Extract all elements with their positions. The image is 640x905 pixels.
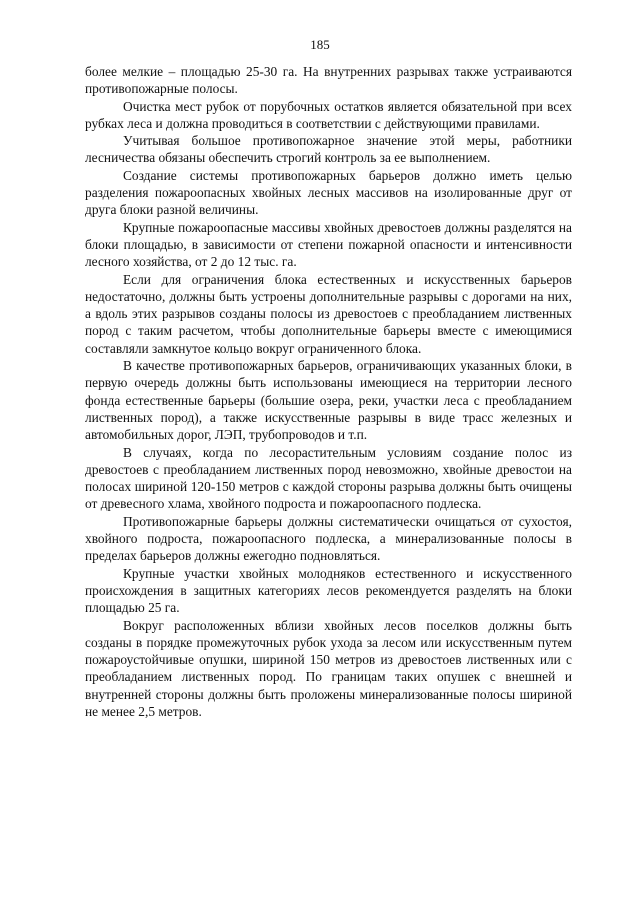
paragraph-1: более мелкие – площадью 25-30 га. На внутренних разрывах также устраиваются противопожарные полосы.: [85, 64, 572, 97]
paragraph-8: В случаях, когда по лесорастительным условиям создание полос из древостоев с преобладанием лиственных пород невозможно, хвойные древостои на полосах шириной 120-150 метров с каждой стороны разрыва должны быть очищены от древесного хлама, хвойного подроста и пожароопасного подлеска.: [85, 444, 572, 512]
paragraph-4: Создание системы противопожарных барьеров должно иметь целью разделения пожароопасных хвойных лесных массивов на изолированные друг от друга блоки разной величины.: [85, 167, 572, 218]
paragraph-11: Вокруг расположенных вблизи хвойных лесов поселков должны быть созданы в порядке промежуточных рубок ухода за лесом или искусственным путем пожароустойчивые опушки, шириной 150 метров из древостоев лиственных или с преобладанием лиственных пород. По границам таких опушек с внешней и внутренней стороны должны быть проложены минерализованные полосы шириной не менее 2,5 метров.: [85, 617, 572, 719]
paragraph-2: Очистка мест рубок от порубочных остатков является обязательной при всех рубках леса и должна проводиться в соответствии с действующими правилами.: [85, 98, 572, 131]
paragraph-7: В качестве противопожарных барьеров, ограничивающих указанных блоки, в первую очередь должны быть использованы имеющиеся на территории лесного фонда естественные барьеры (большие озера, реки, участки леса с преобладанием лиственных пород), а также искусственные разрывы в виде трасс железных и автомобильных дорог, ЛЭП, трубопроводов и т.п.: [85, 358, 572, 443]
paragraph-5: Крупные пожароопасные массивы хвойных древостоев должны разделятся на блоки площадью, в зависимости от степени пожарной опасности и интенсивности лесного хозяйства, от 2 до 12 тыс. га.: [85, 219, 572, 270]
paragraph-6: Если для ограничения блока естественных и искусственных барьеров недостаточно, должны быть устроены дополнительные разрывы с дорогами на них, а вдоль этих разрывов созданы полосы из древостоев с преобладанием лиственных пород с таким расчетом, чтобы дополнительные барьеры вместе с имеющимися составляли замкнутое кольцо вокруг ограниченного блока.: [85, 271, 572, 356]
page-number: 185: [310, 37, 330, 52]
paragraph-9: Противопожарные барьеры должны систематически очищаться от сухостоя, хвойного подроста, пожароопасного подлеска, а минерализованные полосы в пределах барьеров должны ежегодно подновляться.: [85, 513, 572, 564]
paragraph-10: Крупные участки хвойных молодняков естественного и искусственного происхождения в защитных категориях лесов рекомендуется разделять на блоки площадью 25 га.: [85, 565, 572, 616]
paragraph-3: Учитывая большое противопожарное значение этой меры, работники лесничества обязаны обеспечить строгий контроль за ее выполнением.: [85, 133, 572, 166]
body-text: [85, 63, 572, 720]
